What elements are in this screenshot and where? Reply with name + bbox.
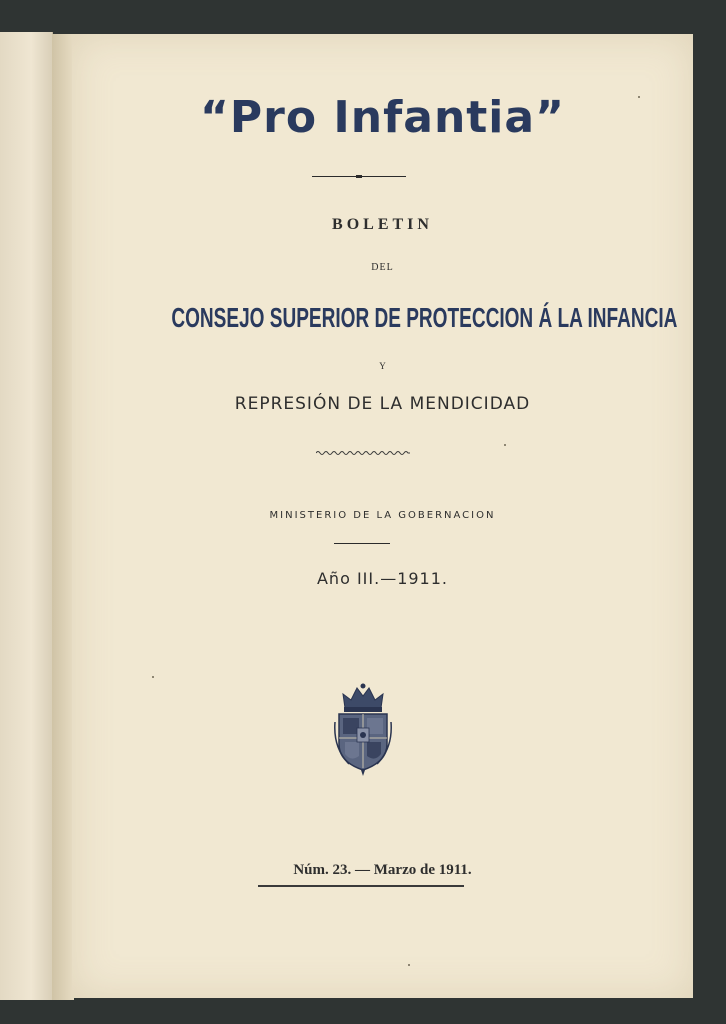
left-page-edge	[0, 32, 53, 1000]
paper-speck	[408, 964, 410, 966]
paper-speck	[638, 96, 640, 98]
ministry-label: MINISTERIO DE LA GOBERNACION	[269, 510, 496, 521]
paper-speck	[504, 444, 506, 446]
issue-number: Núm. 23. — Marzo de 1911.	[293, 862, 472, 878]
represion-subtitle: REPRESIÓN DE LA MENDICIDAD	[234, 394, 531, 414]
book-gutter	[52, 34, 74, 1000]
council-name: CONSEJO SUPERIOR DE PROTECCION Á LA INFANCIA	[171, 302, 678, 333]
title-divider	[312, 176, 406, 177]
wavy-divider	[316, 450, 410, 456]
coat-of-arms-icon	[331, 682, 395, 778]
title-page	[72, 34, 693, 998]
ministry-divider	[334, 543, 390, 544]
bulletin-label: BOLETIN	[332, 216, 433, 233]
conjunction-label: Y	[379, 361, 386, 371]
del-label: DEL	[371, 262, 394, 273]
issue-underline	[258, 885, 464, 887]
paper-speck	[152, 676, 154, 678]
journal-title: “Pro Infantia”	[200, 92, 565, 143]
year-label: Año III.—1911.	[316, 569, 448, 588]
